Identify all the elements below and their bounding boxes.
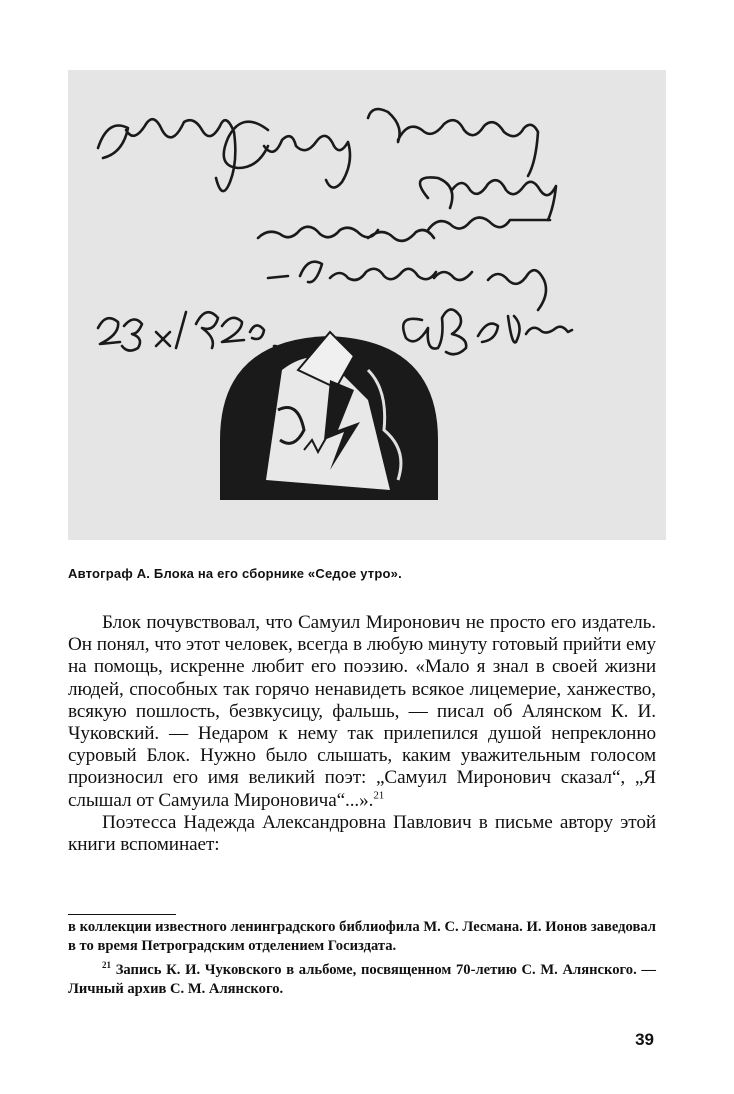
paragraph: Поэтесса Надежда Александровна Павлович в письме автору этой книги вспоминает:: [68, 811, 656, 856]
page-number: 39: [635, 1030, 654, 1049]
footnote-number: 21: [102, 960, 111, 970]
footnotes: [68, 918, 656, 999]
figure-caption: Автограф А. Блока на его сборнике «Седое утро».: [68, 566, 402, 581]
footnote-divider: [68, 914, 176, 915]
footnote-21: [68, 956, 656, 999]
autograph-illustration: [68, 70, 666, 540]
footnote-continued: в коллекции известного ленинградского библиофила М. С. Лесмана. И. Ионов заведовал в то время Петроградским отделением Госиздата.: [68, 919, 656, 954]
footnote-text: Запись К. И. Чуковского в альбоме, посвященном 70-летию С. М. Алянского. — Личный архив С. М. Алянского.: [68, 961, 656, 997]
paragraph: [68, 612, 656, 812]
footnote-ref: 21: [373, 789, 385, 802]
autograph-figure: [68, 70, 666, 540]
paragraph-text: Блок почувствовал, что Самуил Миронович не просто его издатель. Он понял, что этот человек, всегда в любую минуту готовый прийти ему на помощь, искренне любит его поэзию. «Мало я знал в своей жизни людей, способных так горячо ненавидеть всякое лицемерие, ханжество, всякую пошлость, безвкусицу, фальшь, — писал об Алянском К. И. Чуковский. — Недаром к нему так прилепился душой непреклонно суровый Блок. Нужно было слышать, каким уважительным голосом произносил его имя великий поэт: „Самуил Миронович сказал“, „Я слышал от Самуила Мироновича“...».: [68, 612, 656, 811]
main-text: [68, 612, 656, 856]
